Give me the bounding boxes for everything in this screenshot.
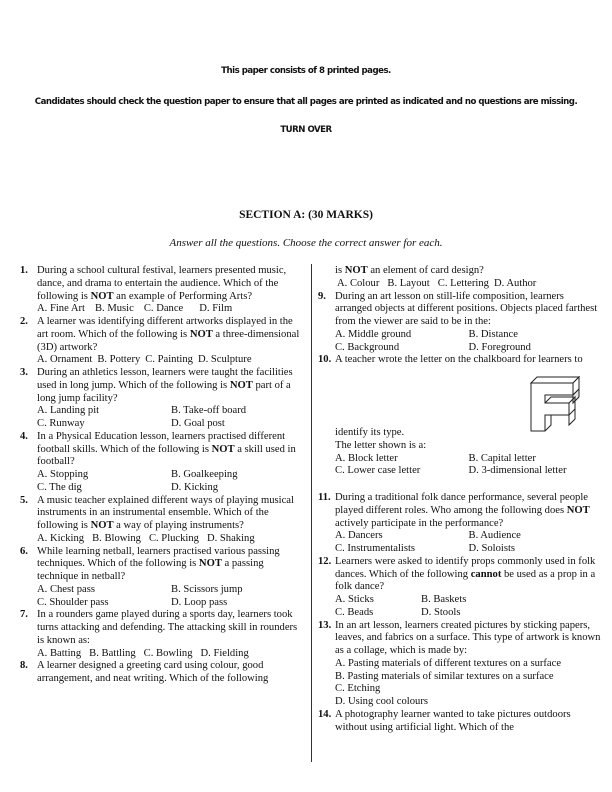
question-8-continued xyxy=(318,265,602,278)
option-a: A. Landing pit xyxy=(37,405,100,417)
option-a: A. Block letter xyxy=(335,452,398,464)
question-6 xyxy=(20,546,305,610)
question-3 xyxy=(20,367,305,431)
question-number: 13. xyxy=(318,619,332,631)
turn-over-note: TURN OVER xyxy=(280,125,332,135)
option-a: A. Middle ground xyxy=(335,328,412,340)
question-number: 2. xyxy=(20,316,28,327)
option-c: C. Runway xyxy=(37,418,85,429)
question-2 xyxy=(20,316,305,367)
question-12 xyxy=(318,556,602,620)
option-b: B. Music xyxy=(94,303,134,315)
answer-options xyxy=(37,469,305,495)
question-text: During an athletics lesson, learners were taught the facilities used in long jump. Which of the following is xyxy=(37,367,293,391)
question-emphasis: NOT xyxy=(344,265,368,276)
question-number: 4. xyxy=(20,430,28,442)
question-emphasis: cannot xyxy=(470,568,502,580)
question-text: Learners were asked to identify props commonly used in folk dances. Which of the following xyxy=(335,555,596,580)
section-title: SECTION A: (30 MARKS) xyxy=(239,209,373,221)
option-a: A. Batting xyxy=(37,647,82,659)
question-10 xyxy=(318,354,602,478)
option-d: D. Goal post xyxy=(171,418,225,429)
question-text: A music teacher explained different ways of playing musical instruments in an instrumental ensemble. Which of the following is xyxy=(37,494,294,531)
option-d: D. Loop pass xyxy=(171,596,228,608)
option-a: A. Kicking xyxy=(37,532,85,544)
option-d: D. Stools xyxy=(421,606,461,618)
3d-letter-f-image xyxy=(521,369,591,435)
option-a: A. Pasting materials of different textures on a surface xyxy=(335,657,562,669)
option-b: B. Baskets xyxy=(421,594,467,605)
option-b: B. Capital letter xyxy=(468,452,536,464)
option-b: B. Scissors jump xyxy=(171,583,243,595)
option-c: C. Beads xyxy=(335,606,374,618)
question-text: During an art lesson on still-life composition, learners arranged objects at different positions. Objects placed farthest from the viewer are said to be in the: xyxy=(335,290,598,327)
answer-options xyxy=(335,453,602,479)
question-number: 14. xyxy=(318,708,332,720)
option-a: A. Sticks xyxy=(335,594,374,605)
question-text: a three-dimensional (3D) artwork? xyxy=(37,328,300,353)
answer-options xyxy=(335,329,602,355)
question-text: a way of playing instruments? xyxy=(113,520,244,531)
option-d: D. Kicking xyxy=(171,481,219,493)
question-emphasis: NOT xyxy=(566,504,590,516)
option-c: C. Lower case letter xyxy=(335,465,421,477)
option-d: D. Shaking xyxy=(206,532,255,544)
right-column xyxy=(318,265,602,734)
option-a: A. Ornament xyxy=(37,354,93,366)
question-text: A photography learner wanted to take pictures outdoors without using artificial light. Which of the xyxy=(335,708,571,733)
option-d: D. Using cool colours xyxy=(335,696,428,707)
option-b: B. Layout xyxy=(387,277,430,289)
option-a: A. Fine Art xyxy=(37,303,85,315)
question-emphasis: NOT xyxy=(90,520,114,531)
question-14 xyxy=(318,709,602,735)
option-c: C. Background xyxy=(335,341,400,353)
option-a: A. Colour xyxy=(337,277,380,289)
question-text: part of a long jump facility? xyxy=(37,379,291,404)
option-c: C. Lettering xyxy=(437,277,489,289)
option-d: D. Fielding xyxy=(200,647,249,659)
option-a: A. Stopping xyxy=(37,469,89,480)
question-text: a passing technique in netball? xyxy=(37,558,264,582)
option-b: B. Pasting materials of similar textures on a surface xyxy=(335,670,554,682)
option-b: B. Goalkeeping xyxy=(171,469,238,480)
option-c: C. Painting xyxy=(145,354,193,366)
section-instruction: Answer all the questions. Choose the correct answer for each. xyxy=(169,237,443,249)
question-text: an example of Performing Arts? xyxy=(113,290,253,302)
question-7 xyxy=(20,609,305,660)
question-11 xyxy=(318,492,602,556)
answer-options xyxy=(37,354,305,367)
answer-options xyxy=(335,530,602,556)
answer-options xyxy=(37,584,305,610)
option-b: B. Pottery xyxy=(97,354,141,366)
question-9 xyxy=(318,291,602,355)
question-number: 8. xyxy=(20,660,28,672)
option-c: C. Instrumentalists xyxy=(335,543,416,554)
question-text: A learner was identifying different artworks displayed in the art room. Which of the following is xyxy=(37,316,293,340)
question-number: 11. xyxy=(318,492,331,503)
page-count-note: This paper consists of 8 printed pages. xyxy=(221,66,391,76)
question-number: 6. xyxy=(20,545,28,557)
option-a: A. Chest pass xyxy=(37,583,95,595)
question-emphasis: NOT xyxy=(198,558,222,570)
question-number: 7. xyxy=(20,609,28,621)
option-d: D. Foreground xyxy=(468,341,531,353)
question-text: During a traditional folk dance performance, several people played different roles. Who among the following does xyxy=(335,492,588,516)
column-divider xyxy=(311,264,312,762)
option-d: D. Soloists xyxy=(468,543,516,554)
question-emphasis: NOT xyxy=(189,328,213,340)
option-b: B. Distance xyxy=(468,328,518,340)
question-text: In a rounders game played during a sports day, learners took turns attacking and defending. The attacking skill in rounders is known as: xyxy=(37,609,298,646)
answer-options xyxy=(37,405,305,431)
question-8 xyxy=(20,660,305,686)
question-number: 10. xyxy=(318,354,332,366)
option-c: C. Etching xyxy=(335,683,381,695)
option-c: C. Plucking xyxy=(148,532,199,544)
left-column xyxy=(20,265,305,686)
question-text: actively participate in the performance? xyxy=(335,517,504,529)
question-number: 1. xyxy=(20,265,28,276)
question-text: is xyxy=(335,265,345,276)
question-5 xyxy=(20,495,305,546)
option-d: D. Film xyxy=(199,303,233,315)
question-stem: The letter shown is a: xyxy=(335,439,427,451)
option-c: C. Shoulder pass xyxy=(37,596,109,608)
question-text: a skill used in football? xyxy=(37,443,296,468)
option-b: B. Battling xyxy=(89,647,136,659)
question-emphasis: NOT xyxy=(229,379,253,391)
answer-options xyxy=(335,594,602,620)
answer-options xyxy=(318,278,602,291)
question-text: A learner designed a greeting card using colour, good arrangement, and neat writing. Which of the following xyxy=(37,660,269,684)
question-number: 5. xyxy=(20,494,28,506)
question-13 xyxy=(318,620,602,709)
option-b: B. Blowing xyxy=(92,532,141,544)
question-number: 12. xyxy=(318,555,332,567)
answer-options xyxy=(37,303,305,316)
question-text: be used as a prop in a folk dance? xyxy=(335,568,596,593)
answer-options xyxy=(37,648,305,661)
candidate-instruction-note: Candidates should check the question paper to ensure that all pages are printed as indicated and no questions are missing. xyxy=(34,97,578,107)
question-text: an element of card design? xyxy=(367,265,484,276)
question-text: During a school cultural festival, learners presented music, dance, and drama to entertain the audience. Which of the following is xyxy=(37,265,287,302)
question-text: In an art lesson, learners created pictures by sticking papers, leaves, and fabrics on a surface. This type of artwork is known as a collage, which is made by: xyxy=(335,619,601,656)
question-emphasis: NOT xyxy=(211,443,235,455)
question-number: 3. xyxy=(20,367,28,378)
option-c: C. Dance xyxy=(143,303,184,315)
option-c: C. Bowling xyxy=(143,647,193,659)
question-text: A teacher wrote the letter on the chalkboard for learners to identify its type. xyxy=(335,354,583,438)
question-number: 9. xyxy=(318,290,326,302)
question-text: While learning netball, learners practised various passing techniques. Which of the following is xyxy=(37,545,280,570)
option-d: D. 3-dimensional letter xyxy=(468,465,567,477)
question-4 xyxy=(20,431,305,495)
answer-options xyxy=(37,533,305,546)
option-d: D. Author xyxy=(493,277,537,289)
option-a: A. Dancers xyxy=(335,530,383,542)
option-d: D. Sculpture xyxy=(197,354,252,366)
question-1 xyxy=(20,265,305,316)
question-text: In a Physical Education lesson, learners practised different football skills. Which of the following is xyxy=(37,430,286,455)
option-b: B. Audience xyxy=(468,530,521,542)
option-b: B. Take-off board xyxy=(171,405,247,417)
question-emphasis: NOT xyxy=(90,290,114,302)
option-c: C. The dig xyxy=(37,481,82,493)
